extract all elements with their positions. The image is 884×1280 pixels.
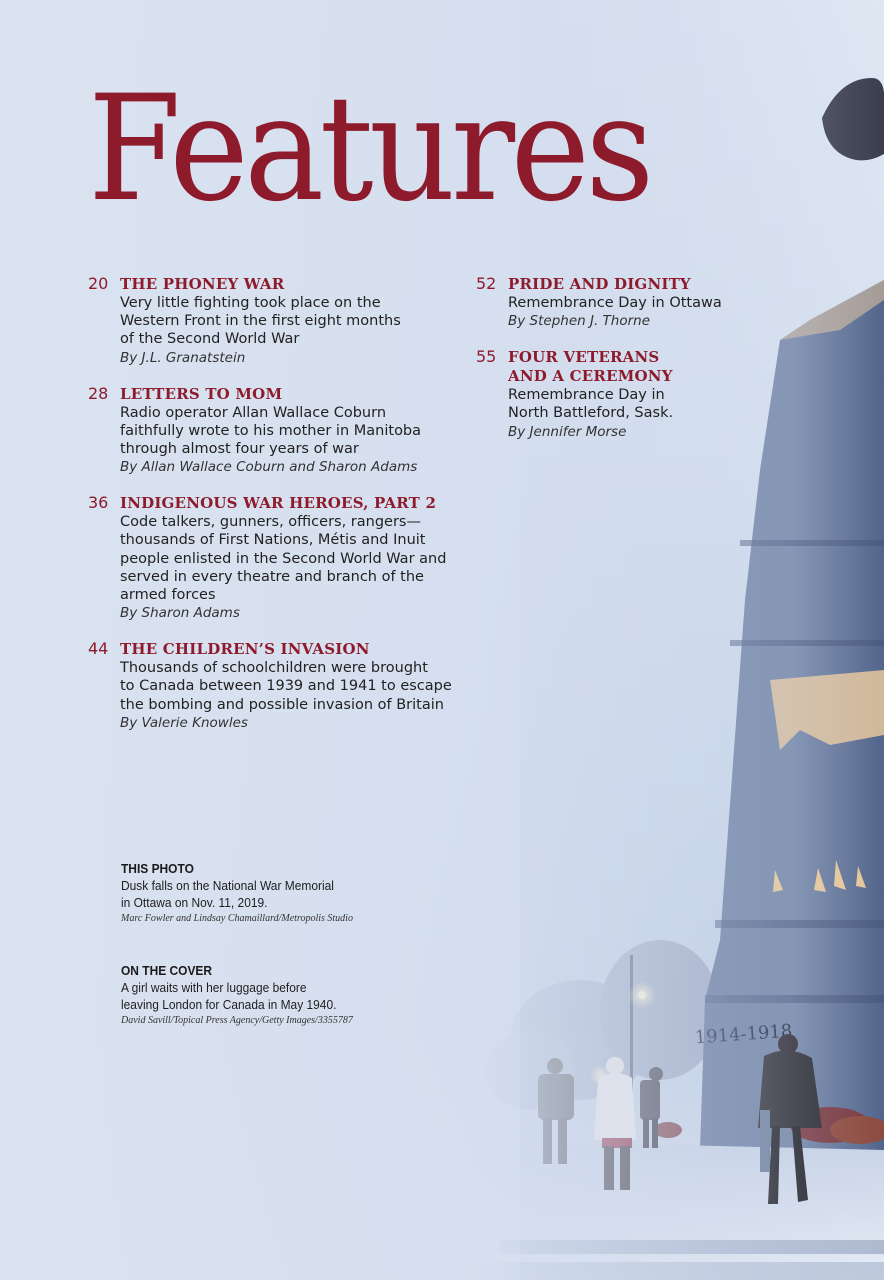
entry-page-number: 20 xyxy=(88,274,109,293)
toc-entry[interactable] xyxy=(88,385,468,477)
entry-description: Remembrance Day in North Battleford, Sask. xyxy=(508,387,674,422)
photo-credit: David Savill/Topical Press Agency/Getty Images/3355787 xyxy=(121,1015,353,1026)
this-photo-caption xyxy=(121,860,441,927)
toc-left-column xyxy=(88,275,468,750)
caption-heading: ON THE COVER xyxy=(121,963,213,978)
entry-headline: FOUR VETERANS AND A CEREMONY xyxy=(508,348,673,386)
entry-description: Remembrance Day in Ottawa xyxy=(508,295,722,311)
entry-page-number: 28 xyxy=(88,383,109,403)
cover-caption xyxy=(121,962,441,1029)
caption-text: A girl waits with her luggage before leaving London for Canada in May 1940. xyxy=(121,980,337,1012)
entry-description: Code talkers, gunners, officers, rangers— thousands of First Nations, Métis and Inuit people enlisted in the Second World War and served in every theatre and branch of the armed forces xyxy=(120,514,447,604)
entry-description: Thousands of schoolchildren were brought to Canada between 1939 and 1941 to escape the bombing and possible invasion of Britain xyxy=(120,660,452,713)
toc-entry[interactable] xyxy=(476,348,766,440)
toc-right-column xyxy=(476,275,766,459)
entry-byline: By Jennifer Morse xyxy=(508,423,627,440)
caption-text: Dusk falls on the National War Memorial in Ottawa on Nov. 11, 2019. xyxy=(121,878,334,910)
entry-description: Very little fighting took place on the Western Front in the first eight months of the Second World War xyxy=(120,295,401,348)
entry-headline: PRIDE AND DIGNITY xyxy=(508,275,691,293)
entry-page-number: 52 xyxy=(476,274,497,293)
entry-byline: By Valerie Knowles xyxy=(120,714,248,731)
toc-entry[interactable] xyxy=(88,275,468,367)
entry-page-number: 55 xyxy=(476,347,497,367)
entry-description: Radio operator Allan Wallace Coburn faithfully wrote to his mother in Manitoba through almost four years of war xyxy=(120,404,422,458)
entry-headline: LETTERS TO MOM xyxy=(120,384,283,403)
entry-byline: By J.L. Granatstein xyxy=(120,349,246,366)
entry-page-number: 44 xyxy=(88,639,109,659)
toc-entry[interactable] xyxy=(88,494,468,622)
toc-entry[interactable] xyxy=(476,275,766,330)
entry-byline: By Allan Wallace Coburn and Sharon Adams xyxy=(120,459,418,476)
toc-entry[interactable] xyxy=(88,640,468,732)
caption-heading: THIS PHOTO xyxy=(121,861,194,876)
entry-page-number: 36 xyxy=(88,493,109,513)
entry-byline: By Sharon Adams xyxy=(120,605,240,622)
page-title: Features xyxy=(88,64,650,234)
entry-headline: THE PHONEY WAR xyxy=(120,275,285,293)
entry-byline: By Stephen J. Thorne xyxy=(508,313,651,330)
entry-headline: THE CHILDREN’S INVASION xyxy=(120,640,370,659)
photo-credit: Marc Fowler and Lindsay Chamaillard/Metropolis Studio xyxy=(121,913,353,924)
entry-headline: INDIGENOUS WAR HEROES, PART 2 xyxy=(120,494,437,513)
